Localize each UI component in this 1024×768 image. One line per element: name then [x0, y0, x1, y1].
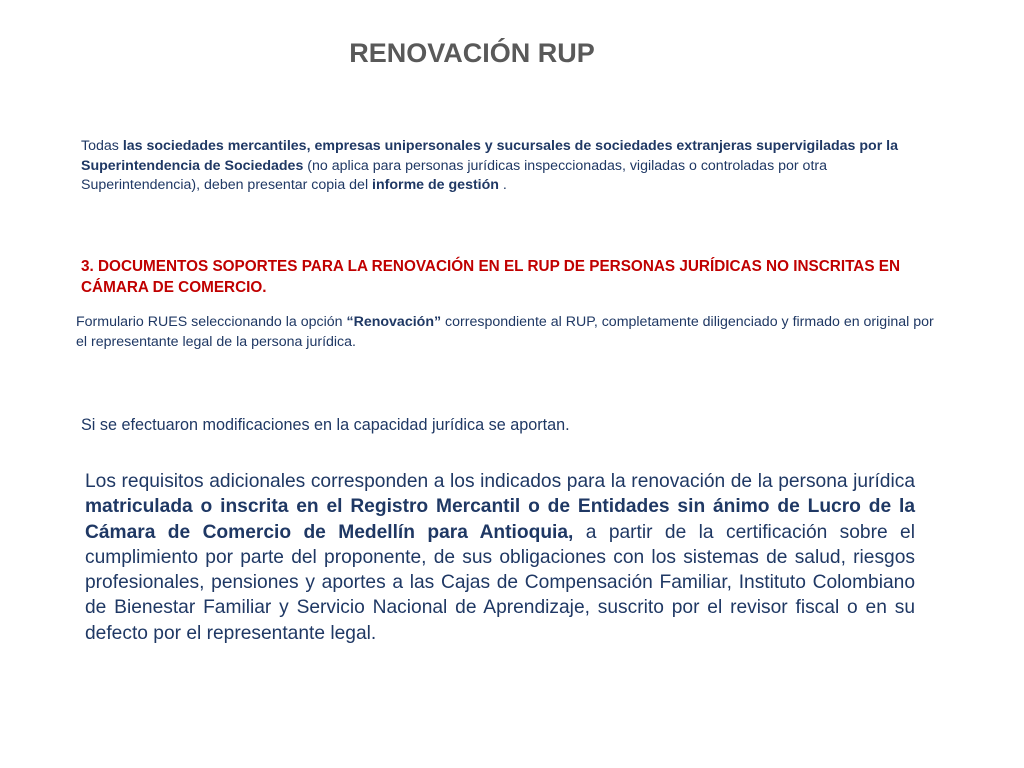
requirements-text-2: a partir de la certificación sobre el cumplimiento por parte del proponente, de sus obligaciones con los sistemas de salud, riesgos profesionales, pensiones y aportes a las Cajas de Compensación Familiar, Instituto Colombiano de Bienestar Familiar y Servicio Nacional de Aprendizaje, suscrito por el revisor fiscal o en su defecto por el representante legal.	[85, 521, 915, 644]
requirements-text-1: Los requisitos adicionales corresponden a los indicados para la renovación de la persona jurídica	[85, 471, 915, 492]
intro-text-1: Todas	[81, 138, 123, 154]
intro-bold-2: informe de gestión	[372, 177, 499, 193]
modifications-paragraph: Si se efectuaron modificaciones en la capacidad jurídica se aportan.	[81, 416, 570, 434]
form-requirement-paragraph	[76, 313, 936, 352]
requirements-bold-1: matriculada o inscrita en el Registro Mercantil o de Entidades sin ánimo de Lucro de la Cámara de Comercio de Medellín para Antioquia,	[85, 496, 915, 543]
intro-bold-1: las sociedades mercantiles, empresas unipersonales y sucursales de sociedades extranjeras supervigiladas por la Superintendencia de Sociedades	[81, 138, 898, 174]
intro-text-3: .	[498, 177, 507, 193]
form-text-2: correspondiente al RUP, completamente diligenciado y firmado en original por el representante legal de la persona jurídica.	[76, 314, 934, 350]
form-bold-1: “Renovación”	[346, 314, 442, 330]
form-text-1: Formulario RUES seleccionando la opción	[76, 314, 347, 330]
section-heading: 3. DOCUMENTOS SOPORTES PARA LA RENOVACIÓN EN EL RUP DE PERSONAS JURÍDICAS NO INSCRITAS EN CÁMARA DE COMERCIO.	[81, 258, 901, 296]
intro-text-2: (no aplica para personas jurídicas inspeccionadas, vigiladas o controladas por otra Superintendencia), deben presentar copia del	[81, 157, 828, 193]
additional-requirements-paragraph	[85, 469, 915, 646]
page-title: RENOVACIÓN RUP	[349, 38, 595, 68]
intro-paragraph	[81, 137, 931, 196]
